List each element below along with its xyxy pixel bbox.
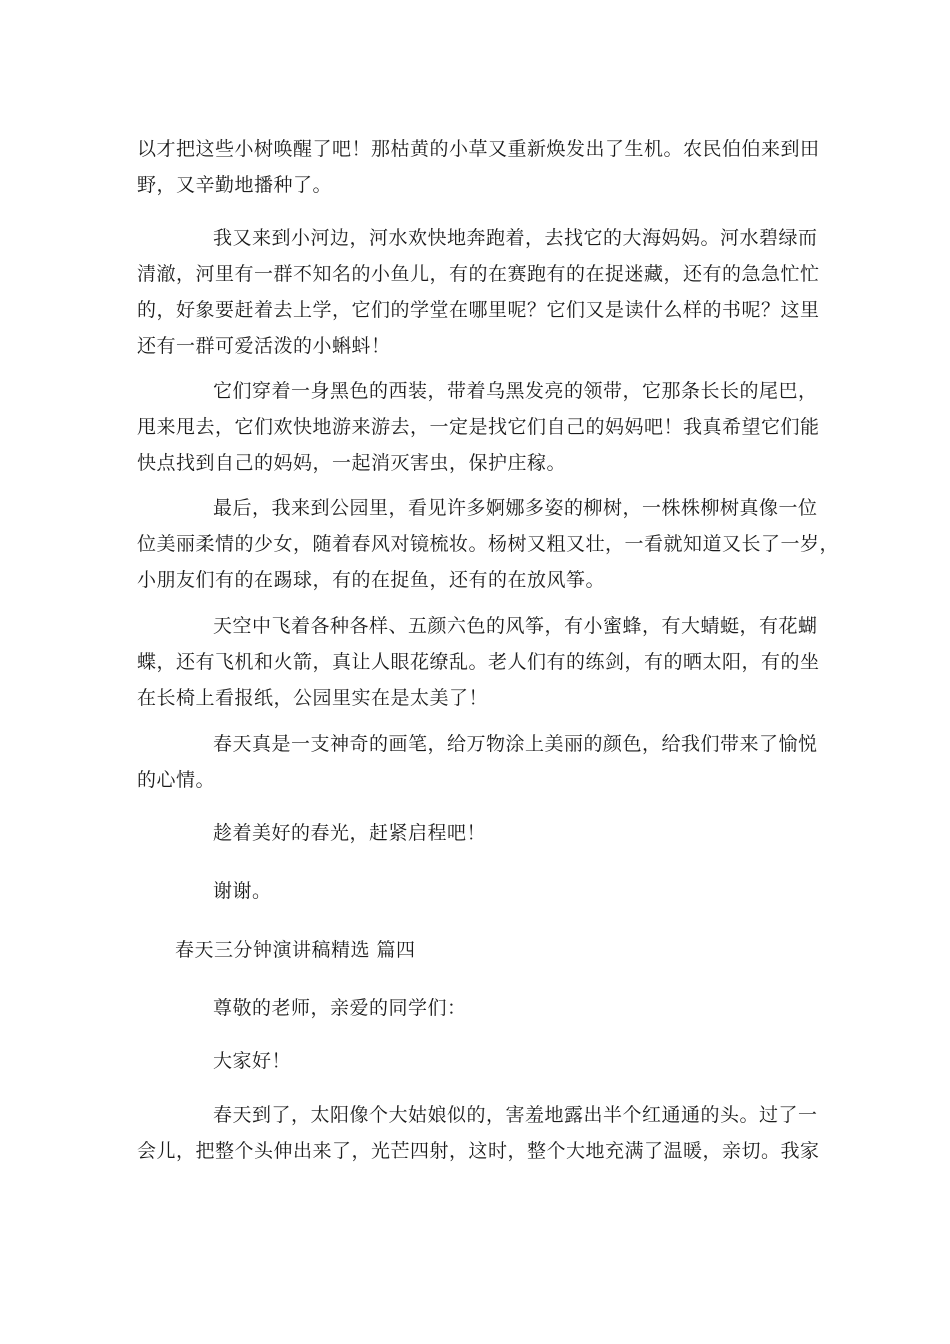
text-line: 趁着美好的春光，赶紧启程吧！: [213, 822, 487, 844]
paragraph-10: [137, 1043, 817, 1079]
text-line: 春天到了，太阳像个大姑娘似的，害羞地露出半个红通通的头。过了一: [213, 1104, 818, 1126]
paragraph-8: [137, 873, 817, 909]
text-line: 位美丽柔情的少女，随着春风对镜梳妆。杨树又粗又壮，一看就知道又长了一岁，: [137, 533, 840, 555]
paragraph-2: [137, 220, 820, 364]
paragraph-9: [137, 990, 817, 1026]
text-line: 我又来到小河边，河水欢快地奔跑着，去找它的大海妈妈。河水碧绿而: [213, 227, 818, 249]
text-line: 谢谢。: [213, 880, 272, 902]
text-line: 在长椅上看报纸，公园里实在是太美了！: [137, 687, 489, 709]
paragraph-7: [137, 815, 817, 851]
text-line: 野，又辛勤地播种了。: [137, 174, 333, 196]
text-line: 会儿，把整个头伸出来了，光芒四射，这时，整个大地充满了温暖，亲切。我家: [137, 1140, 820, 1162]
text-line: 以才把这些小树唤醒了吧！那枯黄的小草又重新焕发出了生机。农民伯伯来到田: [137, 138, 820, 160]
paragraph-6: [137, 726, 817, 798]
text-line: 蝶，还有飞机和火箭，真让人眼花缭乱。老人们有的练剑，有的晒太阳，有的坐: [137, 651, 820, 673]
paragraph-11: [137, 1097, 820, 1169]
text-line: 清澈，河里有一群不知名的小鱼儿，有的在赛跑有的在捉迷藏，还有的急急忙忙: [137, 263, 820, 285]
text-line: 的心情。: [137, 769, 216, 791]
paragraph-5: [137, 608, 820, 716]
paragraph-3: [137, 373, 820, 481]
text-line: 的，好象要赶着去上学，它们的学堂在哪里呢？它们又是读什么样的书呢？这里: [137, 299, 820, 321]
section-heading: 春天三分钟演讲稿精选 篇四: [175, 939, 416, 961]
text-line: 天空中飞着各种各样、五颜六色的风筝，有小蜜蜂，有大蜻蜓，有花蝴: [213, 615, 818, 637]
text-line: 尊敬的老师，亲爱的同学们：: [213, 997, 467, 1019]
text-line: 甩来甩去，它们欢快地游来游去，一定是找它们自己的妈妈吧！我真希望它们能: [137, 416, 820, 438]
paragraph-1: [137, 131, 820, 203]
paragraph-4: [137, 490, 840, 598]
text-line: 还有一群可爱活泼的小蝌蚪！: [137, 335, 391, 357]
text-line: 快点找到自己的妈妈，一起消灭害虫，保护庄稼。: [137, 452, 567, 474]
text-line: 春天真是一支神奇的画笔，给万物涂上美丽的颜色，给我们带来了愉悦: [213, 733, 818, 755]
text-line: 小朋友们有的在踢球，有的在捉鱼，还有的在放风筝。: [137, 569, 606, 591]
text-line: 大家好！: [213, 1050, 292, 1072]
text-line: 最后，我来到公园里，看见许多婀娜多姿的柳树，一株株柳树真像一位: [213, 497, 818, 519]
text-line: 它们穿着一身黑色的西装，带着乌黑发亮的领带，它那条长长的尾巴，: [213, 380, 818, 402]
